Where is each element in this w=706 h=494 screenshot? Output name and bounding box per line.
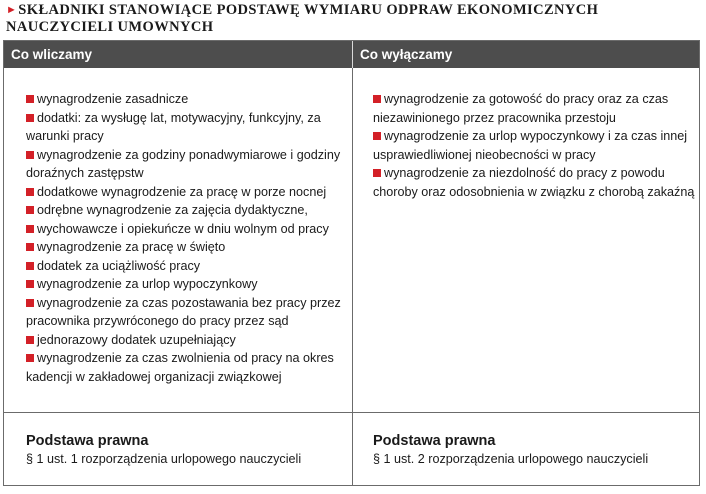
title-arrow-icon: ► — [6, 4, 18, 16]
bullet-square-icon — [373, 132, 381, 140]
list-item-text: wychowawcze i opiekuńcze w dniu wolnym od pracy — [37, 221, 329, 236]
list-item — [373, 164, 695, 201]
legal-basis-title: Podstawa prawna — [26, 433, 149, 449]
list-item — [373, 127, 695, 164]
bullet-square-icon — [26, 151, 34, 159]
list-item — [26, 349, 344, 386]
bullet-square-icon — [26, 188, 34, 196]
bullet-square-icon — [26, 262, 34, 270]
list-item-text: dodatkowe wynagrodzenie za pracę w porze nocnej — [37, 184, 327, 199]
list-item-text: odrębne wynagrodzenie za zajęcia dydaktyczne, — [37, 203, 308, 217]
list-item-text: wynagrodzenie za gotowość do pracy oraz za czas niezawinionego przez pracownika przestoju — [373, 92, 669, 125]
list-item-text: wynagrodzenie zasadnicze — [37, 92, 189, 106]
title-line-1 — [6, 2, 696, 19]
bullet-square-icon — [26, 206, 34, 214]
list-item — [26, 183, 344, 202]
bullet-square-icon — [373, 169, 381, 177]
list-item-text: wynagrodzenie za urlop wypoczynkowy — [37, 277, 258, 291]
bullet-square-icon — [26, 354, 34, 362]
bullet-square-icon — [26, 225, 34, 233]
list-item — [26, 238, 344, 257]
legal-basis-title: Podstawa prawna — [373, 433, 496, 449]
list-item — [26, 90, 344, 109]
bullet-square-icon — [26, 114, 34, 122]
list-item-text: wynagrodzenie za godziny ponadwymiarowe i godziny doraźnych zastępstw — [26, 147, 341, 180]
list-item-text: dodatek za uciążliwość pracy — [37, 258, 201, 273]
list-item-text: wynagrodzenie za urlop wypoczynkowy i za czas innej usprawiedliwionej nieobecności w pracy — [373, 129, 688, 162]
row-divider — [4, 412, 699, 413]
bullet-square-icon — [26, 243, 34, 251]
list-item-text: wynagrodzenie za czas zwolnienia od pracy na okres kadencji w zakładowej organizacji związkowej — [26, 351, 334, 384]
excluded-items-list — [373, 90, 695, 201]
document-title — [6, 2, 696, 36]
legal-basis-text: § 1 ust. 1 rozporządzenia urlopowego nauczycieli — [26, 452, 302, 466]
list-item-text: wynagrodzenie za niezdolność do pracy z powodu choroby oraz odosobnienia w związku z chorobą zakaźną — [373, 166, 695, 199]
title-line-1-text: SKŁADNIKI STANOWIĄCE PODSTAWĘ WYMIARU ODPRAW EKONOMICZNYCH — [18, 2, 599, 18]
legal-basis-excluded — [373, 432, 693, 468]
list-item — [26, 275, 344, 294]
bullet-square-icon — [373, 95, 381, 103]
list-item — [26, 201, 344, 220]
list-item — [26, 220, 344, 239]
bullet-square-icon — [26, 95, 34, 103]
list-item — [373, 90, 695, 127]
list-item — [26, 294, 344, 331]
title-line-2: NAUCZYCIELI UMOWNYCH — [6, 19, 214, 35]
bullet-square-icon — [26, 280, 34, 288]
list-item-text: wynagrodzenie za czas pozostawania bez pracy przez pracownika przywróconego do pracy przez sąd — [26, 295, 341, 328]
list-item — [26, 331, 344, 350]
list-item — [26, 109, 344, 146]
info-table — [3, 40, 700, 486]
header-excluded: Co wyłączamy — [360, 47, 453, 62]
list-item — [26, 257, 344, 276]
list-item-text: jednorazowy dodatek uzupełniający — [37, 332, 236, 347]
legal-basis-text: § 1 ust. 2 rozporządzenia urlopowego nauczycieli — [373, 452, 649, 466]
list-item-text: dodatki: za wysługę lat, motywacyjny, funkcyjny, za warunki pracy — [26, 110, 321, 143]
included-items-list — [26, 90, 344, 386]
column-divider — [352, 68, 353, 485]
header-included: Co wliczamy — [11, 47, 93, 62]
bullet-square-icon — [26, 336, 34, 344]
bullet-square-icon — [26, 299, 34, 307]
table-header-row — [4, 41, 699, 68]
list-item — [26, 146, 344, 183]
list-item-text: wynagrodzenie za pracę w święto — [37, 240, 226, 254]
legal-basis-included — [26, 432, 346, 468]
